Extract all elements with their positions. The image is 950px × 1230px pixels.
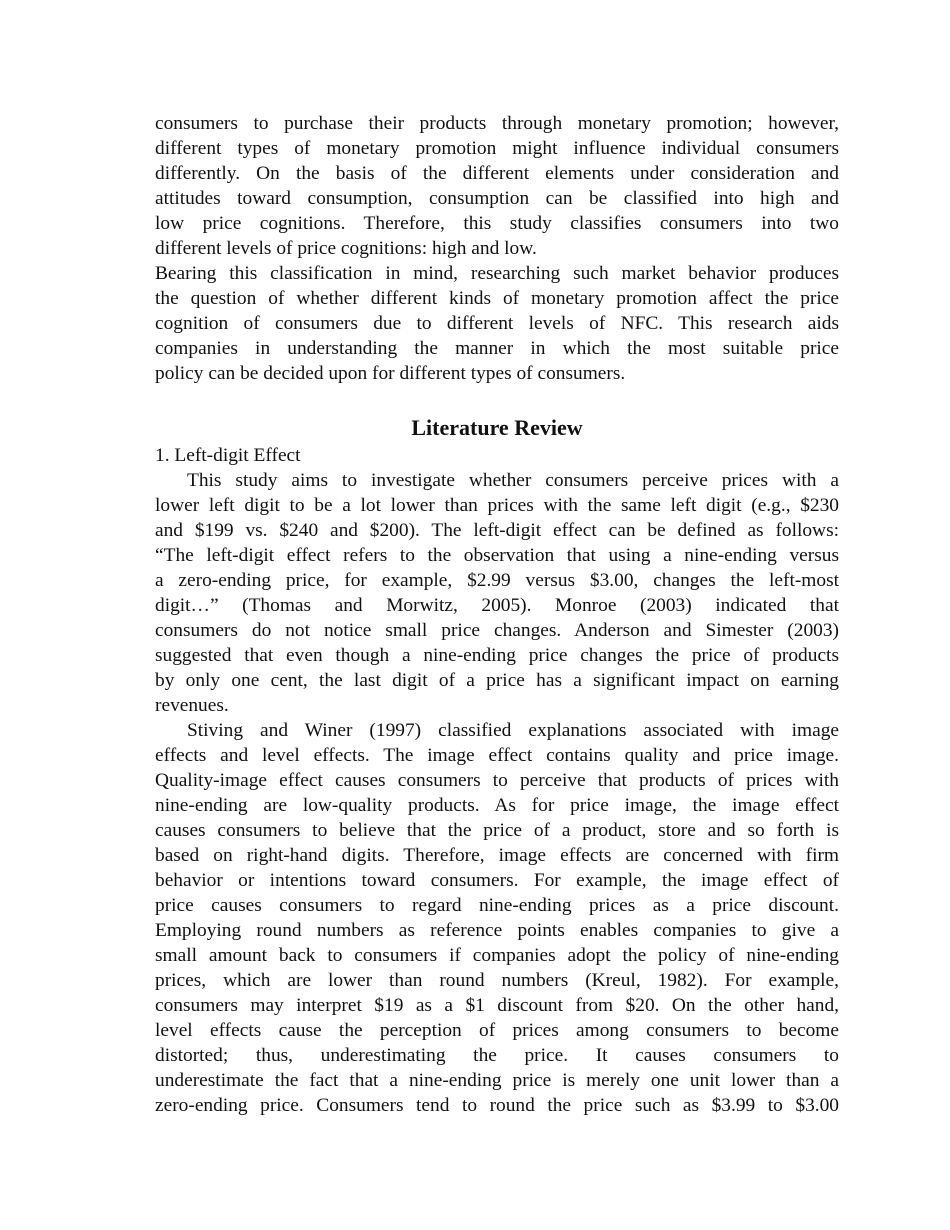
text-line: price causes consumers to regard nine-ending prices as a price discount. (155, 895, 839, 916)
text-line: differently. On the basis of the different elements under consideration and (155, 163, 839, 184)
text-line: cognition of consumers due to different levels of NFC. This research aids (155, 313, 839, 334)
text-line: distorted; thus, underestimating the price. It causes consumers to (155, 1045, 839, 1066)
text-line: This study aims to investigate whether consumers perceive prices with a (187, 470, 839, 491)
lit-paragraph-1 (155, 468, 839, 718)
text-line: the question of whether different kinds of monetary promotion affect the price (155, 288, 839, 309)
text-line: different levels of price cognitions: high and low. (155, 238, 537, 259)
text-line: level effects cause the perception of prices among consumers to become (155, 1020, 839, 1041)
text-line: low price cognitions. Therefore, this study classifies consumers into two (155, 213, 839, 234)
text-line: nine-ending are low-quality products. As for price image, the image effect (155, 795, 839, 816)
text-line: by only one cent, the last digit of a price has a significant impact on earning (155, 670, 839, 691)
text-line: and $199 vs. $240 and $200). The left-digit effect can be defined as follows: (155, 520, 839, 541)
document-page (155, 111, 839, 1118)
text-line: digit…” (Thomas and Morwitz, 2005). Monroe (2003) indicated that (155, 595, 839, 616)
text-line: prices, which are lower than round numbers (Kreul, 1982). For example, (155, 970, 839, 991)
text-line: a zero-ending price, for example, $2.99 versus $3.00, changes the left-most (155, 570, 839, 591)
text-line: small amount back to consumers if companies adopt the policy of nine-ending (155, 945, 839, 966)
text-line: behavior or intentions toward consumers. For example, the image effect of (155, 870, 839, 891)
text-line: consumers to purchase their products through monetary promotion; however, (155, 113, 839, 134)
text-line: different types of monetary promotion might influence individual consumers (155, 138, 839, 159)
text-line: Quality-image effect causes consumers to perceive that products of prices with (155, 770, 839, 791)
text-line: causes consumers to believe that the price of a product, store and so forth is (155, 820, 839, 841)
subsection-heading: 1. Left-digit Effect (155, 445, 301, 466)
text-line: consumers may interpret $19 as a $1 discount from $20. On the other hand, (155, 995, 839, 1016)
text-line: Employing round numbers as reference points enables companies to give a (155, 920, 839, 941)
text-line: zero-ending price. Consumers tend to round the price such as $3.99 to $3.00 (155, 1095, 839, 1116)
text-line: attitudes toward consumption, consumption can be classified into high and (155, 188, 839, 209)
text-line: lower left digit to be a lot lower than prices with the same left digit (e.g., $230 (155, 495, 839, 516)
text-line: Bearing this classification in mind, researching such market behavior produces (155, 263, 839, 284)
text-line: revenues. (155, 695, 229, 716)
spacer (155, 386, 839, 411)
text-line: underestimate the fact that a nine-ending price is merely one unit lower than a (155, 1070, 839, 1091)
intro-paragraph-2 (155, 261, 839, 386)
text-line: Stiving and Winer (1997) classified explanations associated with image (187, 720, 839, 741)
text-line: suggested that even though a nine-ending price changes the price of products (155, 645, 839, 666)
text-line: effects and level effects. The image effect contains quality and price image. (155, 745, 839, 766)
text-line: “The left-digit effect refers to the observation that using a nine-ending versus (155, 545, 839, 566)
text-line: consumers do not notice small price changes. Anderson and Simester (2003) (155, 620, 839, 641)
text-line: based on right-hand digits. Therefore, image effects are concerned with firm (155, 845, 839, 866)
text-line: companies in understanding the manner in which the most suitable price (155, 338, 839, 359)
lit-paragraph-2 (155, 718, 839, 1118)
text-line: policy can be decided upon for different types of consumers. (155, 363, 626, 384)
intro-paragraph-1 (155, 111, 839, 261)
section-heading: Literature Review (411, 415, 583, 440)
